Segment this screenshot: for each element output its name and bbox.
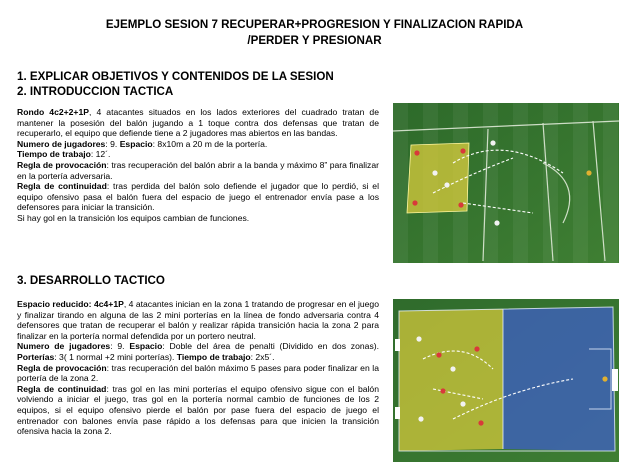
title-line-1: EJEMPLO SESION 7 RECUPERAR+PROGRESION Y FINALIZACION RAPIDA [105, 18, 524, 31]
continuity-text: : tras perdida del balón solo defiende el jugador que lo perdió, si el equipo ofensivo pasa el balón fuera del espacio de juego el entrenador envía pase a los defensores para iniciar la transición. [17, 181, 379, 213]
dev-paragraph [17, 299, 379, 437]
dev-continuity-line [17, 384, 379, 437]
dev-field-label: Espacio [129, 341, 163, 352]
dev-goals-text: : 3( 1 normal +2 mini porterías). [54, 351, 177, 362]
dev-time-text: : 2x5´. [250, 351, 275, 362]
time-label: Tiempo de trabajo [17, 149, 91, 160]
pitch-diagram-rondo-icon [393, 103, 619, 263]
reduced-space-label: Espacio reducido: 4c4+1P [17, 299, 124, 309]
players-text: : 9. [105, 138, 120, 149]
dev-provocation-label: Regla de provocación [17, 362, 107, 373]
dev-provocation-text: : tras recuperación del balón máximo 5 pases para poder finalizar en la portería de la zona 2. [17, 362, 379, 384]
space-description [17, 299, 379, 341]
dev-continuity-text: : tras gol en las mini porterías el equipo ofensivo sigue con el balón volviendo a iniciar el juego, tras gol en la portería normal cambio de funciones de los 2 equipos, si el equipo ofensivo pierde el balón por pase fuera del espacio de juego el entrenador con balones envía pase rápido a los defensas para que inicien la transición ofensiva hacia la zona 2. [17, 383, 379, 437]
dev-field-text: : Doble del área de penalti (Dividido en dos zonas). [162, 341, 379, 352]
dev-players-text: : 9. [110, 341, 130, 352]
dev-provocation-line [17, 363, 379, 384]
continuity-line [17, 181, 379, 213]
reduced-space-text: , 4 atacantes inician en la zona 1 tratando de progresar en el juego y finalizar tirando en alguna de las 2 mini porterías en la línea de fondo adversaria contra 4 defensores que tratan de recuperar el balón y realizar rápida transición hacia la zona 2 para finalizar en la portería normal defendida por un portero neutral. [17, 299, 379, 341]
space-label: Espacio [119, 138, 153, 149]
provocation-line [17, 160, 379, 181]
players-label: Numero de jugadores [17, 138, 106, 149]
dev-players-line [17, 341, 379, 362]
dev-goals-label: Porterías [17, 351, 55, 362]
provocation-text: : tras recuperación del balón abrir a la banda y máximo 8” para finalizar en la portería adversaria. [17, 159, 379, 181]
heading-desarrollo-tactico: 3. DESARROLLO TACTICO [17, 274, 165, 287]
time-line [17, 149, 379, 160]
rondo-text: , 4 atacantes situados en los lados exteriores del cuadrado tratan de mantener la posesión del balón jugando a 1 toque contra dos defensas que tratan de recuperarlo, el equipo que defiende tiene a 2 jugadores mas abiertos en las bandas. [17, 107, 379, 139]
pitch-diagram-zones-icon [393, 299, 619, 462]
dev-players-label: Numero de jugadores [17, 341, 111, 352]
rondo-label: Rondo 4c2+2+1P [17, 107, 89, 117]
time-text: : 12´. [90, 149, 111, 160]
provocation-label: Regla de provocación [17, 159, 107, 170]
heading-intro-tactica: 2. INTRODUCCION TACTICA [17, 85, 174, 98]
dev-continuity-label: Regla de continuidad [17, 383, 107, 394]
players-line [17, 139, 379, 150]
rondo-description [17, 107, 379, 139]
dev-time-label: Tiempo de trabajo [176, 351, 251, 362]
document-title [0, 17, 629, 49]
intro-paragraph [17, 107, 379, 224]
continuity-label: Regla de continuidad [17, 181, 107, 192]
heading-objectives: 1. EXPLICAR OBJETIVOS Y CONTENIDOS DE LA SESION [17, 70, 334, 83]
goal-note: Si hay gol en la transición los equipos cambian de funciones. [17, 212, 250, 223]
title-line-2: /PERDER Y PRESIONAR [247, 34, 382, 47]
space-text: : 8x10m a 20 m de la portería. [152, 138, 268, 149]
